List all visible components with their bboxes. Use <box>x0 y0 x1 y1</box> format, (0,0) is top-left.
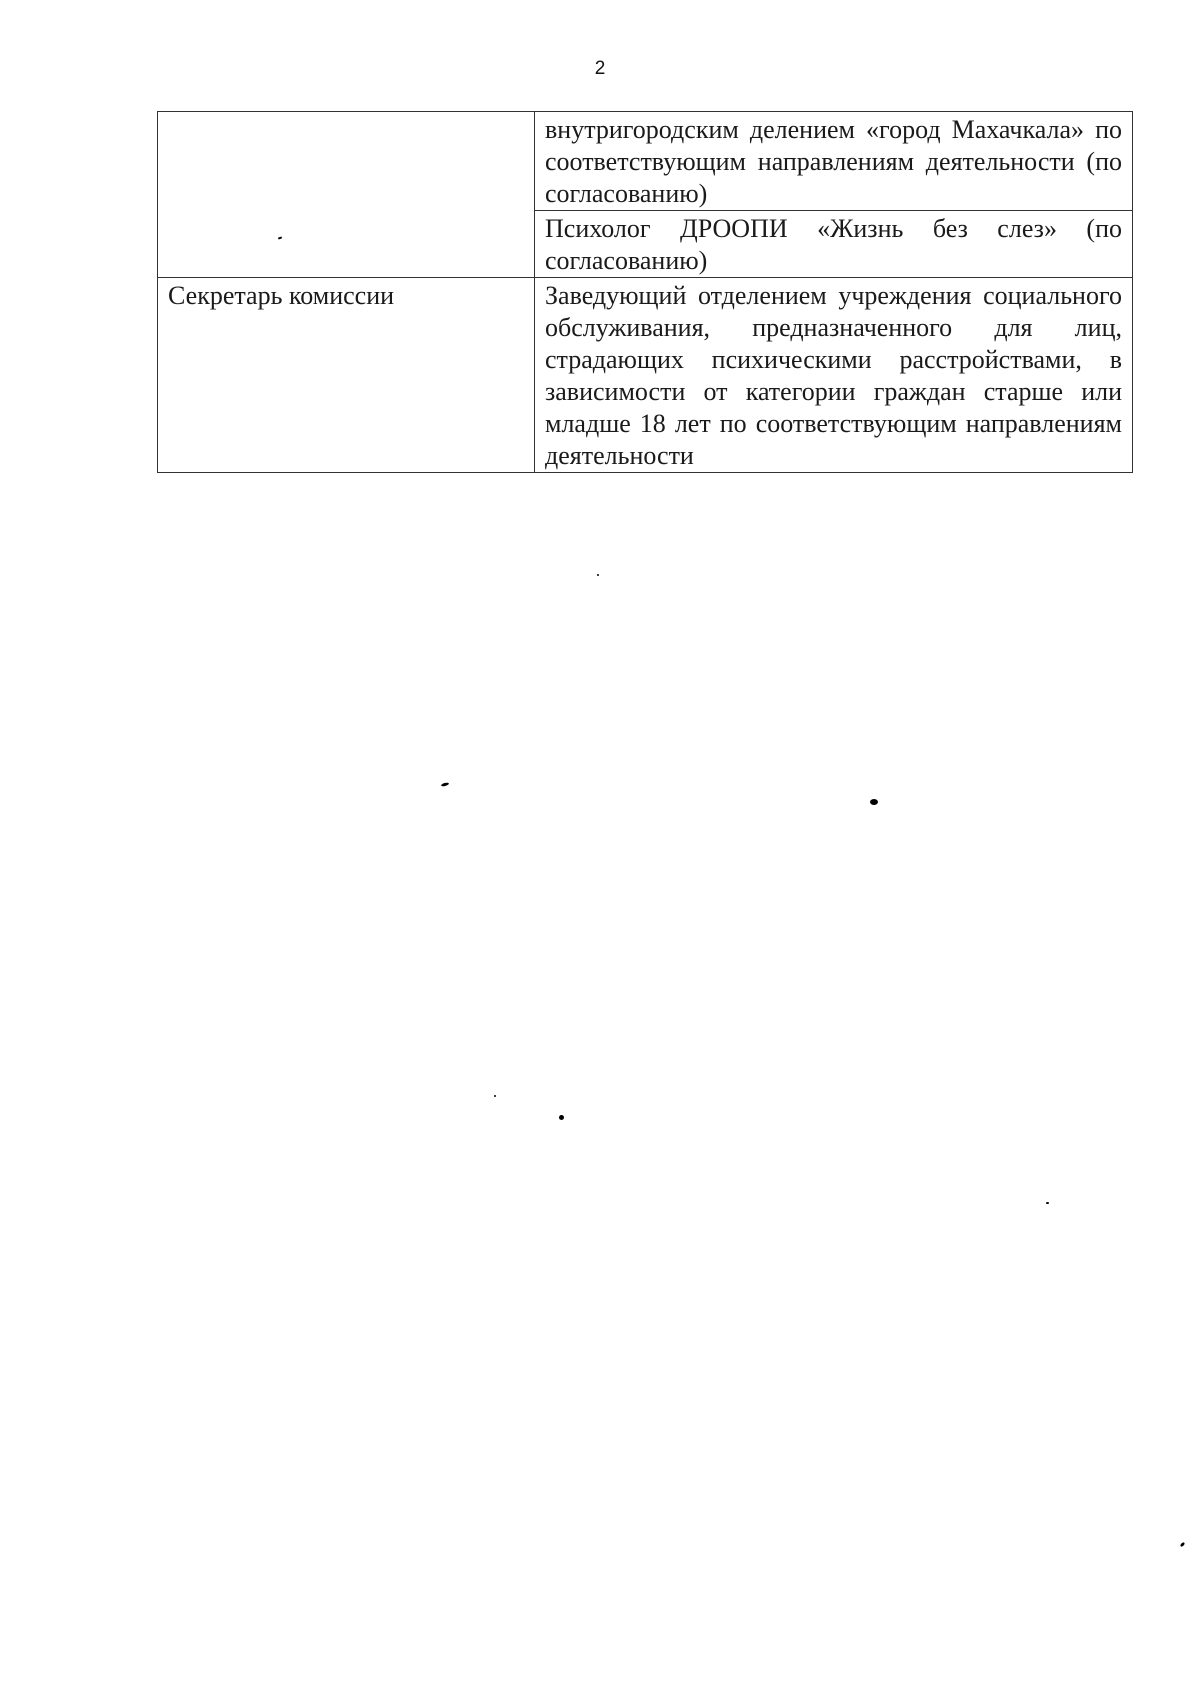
member-cell: внутригородским делением «город Махачкала» по соответствующим направлениям деятельности (по согласованию) <box>535 112 1133 211</box>
scan-speck <box>494 1095 496 1097</box>
scan-speck <box>597 574 599 576</box>
scan-speck <box>1046 1202 1049 1204</box>
commission-composition-table <box>157 111 1133 473</box>
scan-speck <box>1180 1542 1186 1548</box>
member-cell: Заведующий отделением учреждения социального обслуживания, предназначенного для лиц, страдающих психическими расстройствами, в зависимости от категории граждан старше или младше 18 лет по соответствующим направлениям деятельности <box>535 278 1133 473</box>
role-cell <box>158 112 535 278</box>
table-row <box>158 112 1133 211</box>
scan-speck <box>559 1115 564 1120</box>
scan-speck <box>441 782 450 787</box>
scan-speck <box>870 799 878 805</box>
role-cell: Секретарь комиссии <box>158 278 535 473</box>
table-row <box>158 278 1133 473</box>
page-number: 2 <box>594 58 606 79</box>
member-cell: Психолог ДРООПИ «Жизнь без слез» (по согласованию) <box>535 211 1133 278</box>
